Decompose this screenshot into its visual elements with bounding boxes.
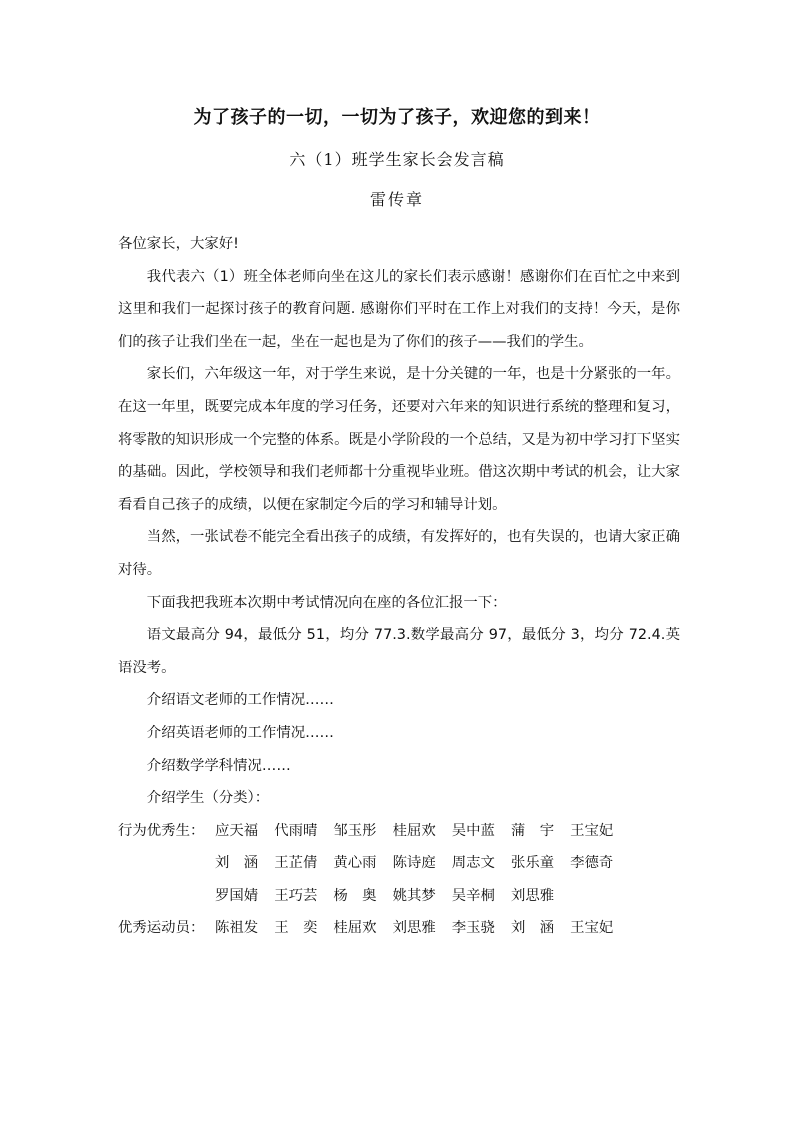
student-name: 吴辛桐 — [451, 887, 495, 904]
paragraph-exam-note: 当然，一张试卷不能完全看出孩子的成绩，有发挥好的，也有失误的，也请大家正确对待。 — [118, 529, 680, 578]
paragraph-grade-six: 家长们，六年级这一年，对于学生来说，是十分关键的一年，也是十分紧张的一年。在这一年里，既要完成本年度的学习任务，还要对六年来的知识进行系统的整理和复习，将零散的知识形成一个完整的体系。既是小学阶段的一个总结，又是为初中学习打下坚实的基础。因此，学校领导和我们老师都十分重视毕业班。借这次期中考试的机会，让大家看看自己孩子的成绩，以便在家制定今后的学习和辅导计划。 — [118, 366, 680, 513]
paragraph-english-teacher: 介绍英语老师的工作情况…… — [146, 724, 334, 741]
paragraph-thanks: 我代表六（1）班全体老师向坐在这儿的家长们表示感谢！感谢你们在百忙之中来到这里和我们一起探讨孩子的教育问题. 感谢你们平时在工作上对我们的支持！今天，是你们的孩子让我们坐在一起，坐在一起也是为了你们的孩子——我们的学生。 — [118, 268, 680, 350]
student-name: 李德奇 — [570, 855, 614, 872]
student-name: 王巧芸 — [274, 887, 318, 904]
roster-row — [118, 880, 680, 913]
student-name: 刘 涵 — [215, 855, 259, 872]
student-name: 王芷倩 — [274, 855, 318, 872]
paragraph-scores: 语文最高分 94，最低分 51，均分 77.3.数学最高分 97，最低分 3，均分 72.4.英语没考。 — [118, 627, 680, 676]
student-name: 王宝妃 — [570, 920, 614, 937]
student-name: 刘思雅 — [510, 887, 555, 904]
student-name: 邹玉彤 — [333, 822, 377, 839]
student-name: 蒲 宇 — [510, 822, 555, 839]
roster-label: 优秀运动员： — [118, 920, 205, 937]
student-name: 刘 涵 — [510, 920, 555, 937]
roster-row — [118, 815, 680, 848]
student-name: 吴中蓝 — [451, 822, 495, 839]
student-name: 刘思雅 — [392, 920, 436, 937]
student-name: 应天福 — [215, 822, 259, 839]
document-author: 雷传章 — [369, 190, 424, 209]
student-name: 周志文 — [451, 855, 495, 872]
paragraph-math-subject: 介绍数学学科情况…… — [146, 757, 291, 774]
student-name: 张乐童 — [510, 855, 555, 872]
student-name: 陈诗庭 — [392, 855, 436, 872]
greeting: 各位家长，大家好! — [118, 236, 239, 252]
student-name: 李玉骁 — [451, 920, 495, 937]
student-name: 杨 奥 — [333, 887, 377, 904]
student-name: 姚其梦 — [392, 887, 436, 904]
document-body — [118, 228, 680, 945]
roster-label: 行为优秀生： — [118, 822, 205, 839]
student-name: 罗国婧 — [215, 887, 259, 904]
document-title: 为了孩子的一切，一切为了孩子，欢迎您的到来！ — [193, 107, 601, 128]
paragraph-report-intro: 下面我把我班本次期中考试情况向在座的各位汇报一下： — [146, 594, 507, 611]
student-name: 陈祖发 — [215, 920, 259, 937]
student-name: 桂屈欢 — [392, 822, 436, 839]
student-name: 桂屈欢 — [333, 920, 377, 937]
roster-row — [118, 912, 680, 945]
roster-row — [118, 847, 680, 880]
student-name: 代雨晴 — [274, 822, 318, 839]
document-subtitle: 六（1）班学生家长会发言稿 — [289, 150, 505, 169]
student-name: 黄心雨 — [333, 855, 377, 872]
roster-athletes — [118, 912, 680, 945]
paragraph-students-intro: 介绍学生（分类）： — [146, 790, 270, 807]
student-name: 王宝妃 — [570, 822, 614, 839]
student-name: 王 奕 — [274, 920, 318, 937]
paragraph-chinese-teacher: 介绍语文老师的工作情况…… — [146, 692, 334, 709]
roster-behavior — [118, 815, 680, 913]
